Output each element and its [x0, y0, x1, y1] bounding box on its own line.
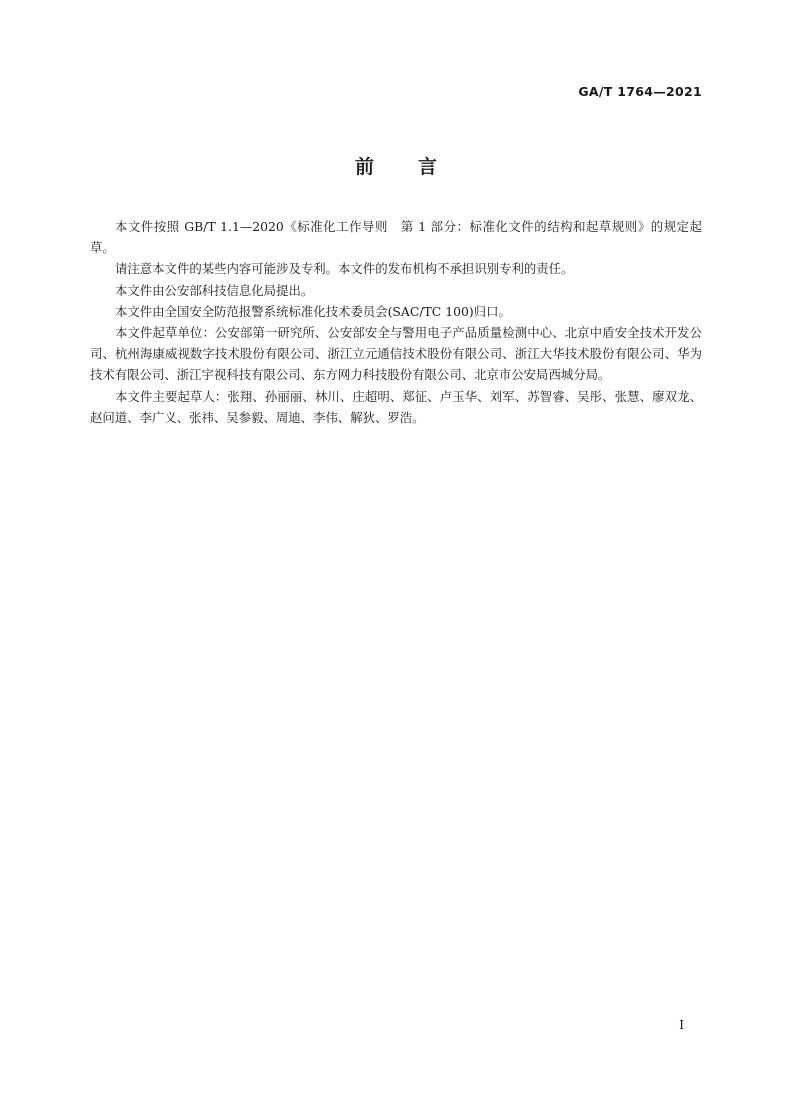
- paragraph-patent-notice: 请注意本文件的某些内容可能涉及专利。本文件的发布机构不承担识别专利的责任。: [115, 261, 574, 277]
- paragraph-drafting-organizations: 本文件起草单位：公安部第一研究所、公安部安全与警用电子产品质量检测中心、北京中盾安全技术开发公司、杭州海康威视数字技术股份有限公司、浙江立元通信技术股份有限公司、浙江大华技术股份有限公司、华为技术有限公司、浙江宇视科技有限公司、东方网力科技股份有限公司、北京市公安局西城分局。: [90, 325, 702, 383]
- standard-code: GA/T 1764—2021: [578, 84, 702, 99]
- page-title: 前言: [354, 156, 481, 178]
- paragraph-technical-committee: 本文件由全国安全防范报警系统标准化技术委员会(SAC/TC 100)归口。: [115, 303, 511, 319]
- paragraph-drafters: 本文件主要起草人：张翔、孙丽丽、林川、庄超明、郑征、卢玉华、刘军、苏智睿、吴彤、张慧、廖双龙、赵问道、李广义、张祎、吴参毅、周迪、李伟、解狄、罗浩。: [90, 388, 702, 425]
- paragraph-proposer: 本文件由公安部科技信息化局提出。: [115, 282, 314, 298]
- paragraph-drafting-rules: 本文件按照 GB/T 1.1—2020《标准化工作导则 第 1 部分：标准化文件的结构和起草规则》的规定起草。: [90, 219, 702, 256]
- page-number: I: [679, 1018, 684, 1032]
- foreword-body: [90, 216, 702, 428]
